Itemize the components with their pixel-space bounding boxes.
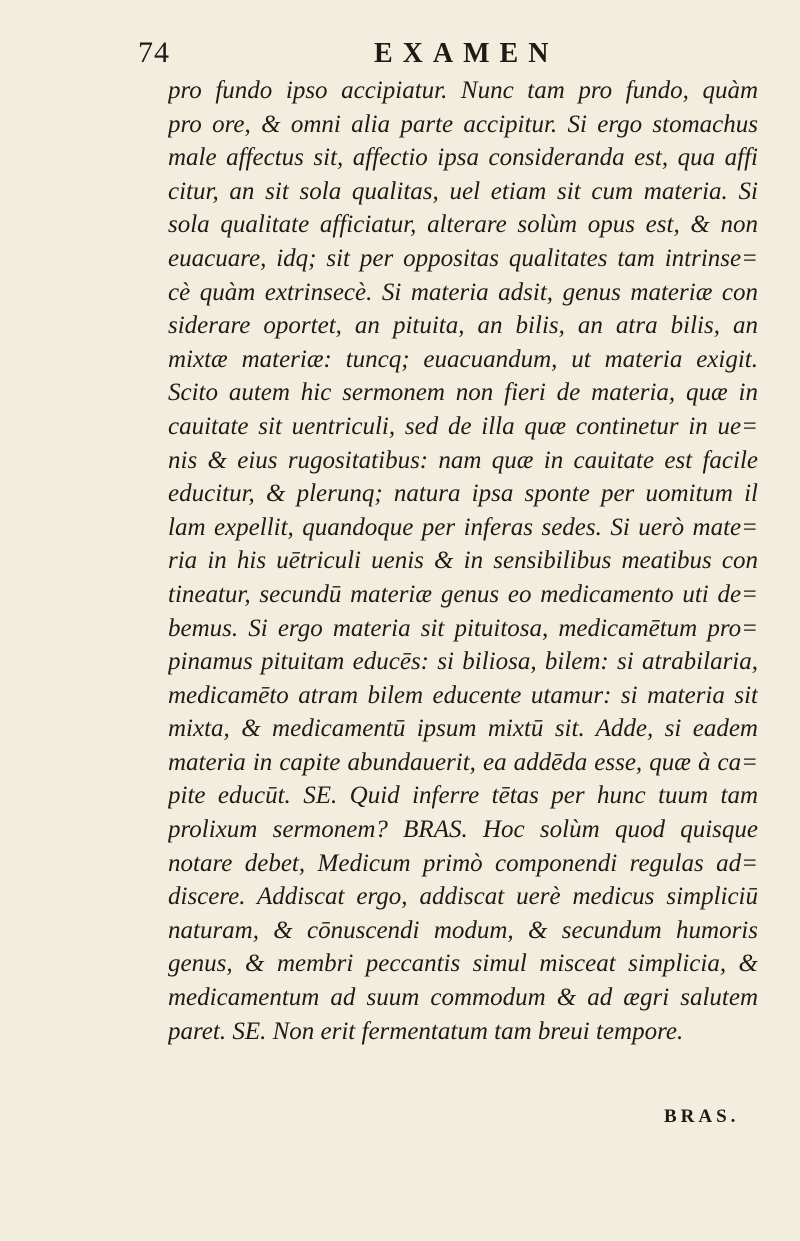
text-line: sola qualitate afficiatur, alterare solùm opus est, & non [168,211,758,239]
text-line: lam expellit, quandoque per inferas sedes. Si uerò mate= [168,513,758,541]
running-head: EXAMEN [374,38,559,69]
text-line: naturam, & cōnuscendi modum, & secundum humoris [168,916,758,944]
text-line: pinamus pituitam educēs: si biliosa, bilem: si atrabilaria, [168,648,758,676]
text-line: siderare oportet, an pituita, an bilis, an atra bilis, an [168,312,758,340]
body-text [168,74,758,1048]
text-line: medicamentum ad suum commodum & ad ægri salutem [168,984,758,1012]
catchword: BRAS. [664,1106,740,1127]
text-line: prolixum sermonem? BRAS. Hoc solùm quod quisque [168,816,758,844]
text-line: Scito autem hic sermonem non fieri de materia, quæ in [168,379,758,407]
page-header [138,36,758,76]
text-line: genus, & membri peccantis simul misceat simplicia, & [168,950,758,978]
text-line: cauitate sit uentriculi, sed de illa quæ continetur in ue= [168,412,758,440]
text-line: notare debet, Medicum primò componendi regulas ad= [168,849,758,877]
text-line: tineatur, secundū materiæ genus eo medicamento uti de= [168,580,758,608]
text-line: bemus. Si ergo materia sit pituitosa, medicamētum pro= [168,614,758,642]
text-line: pro ore, & omni alia parte accipitur. Si ergo stomachus [168,110,758,138]
text-line: euacuare, idq; sit per oppositas qualitates tam intrinse= [168,244,758,272]
text-line: citur, an sit sola qualitas, uel etiam sit cum materia. Si [168,177,758,205]
text-line: medicamēto atram bilem educente utamur: si materia sit [168,681,758,709]
text-line: mixtæ materiæ: tuncq; euacuandum, ut materia exigit. [168,345,758,373]
text-line: pro fundo ipso accipiatur. Nunc tam pro fundo, quàm [168,77,758,104]
text-line: educitur, & plerunq; natura ipsa sponte per uomitum il [168,480,758,508]
page-number: 74 [138,36,170,69]
text-line: pite educūt. SE. Quid inferre tētas per hunc tuum tam [168,782,758,810]
text-line: materia in capite abundauerit, ea addēda esse, quæ à ca= [168,748,758,776]
text-line: cè quàm extrinsecè. Si materia adsit, genus materiæ con [168,278,758,306]
text-line: paret. SE. Non erit fermentatum tam breui tempore. [168,1017,684,1045]
text-line: mixta, & medicamentū ipsum mixtū sit. Adde, si eadem [168,715,758,743]
text-line: discere. Addiscat ergo, addiscat uerè medicus simpliciū [168,883,758,911]
text-line: ria in his uētriculi uenis & in sensibilibus meatibus con [168,547,758,575]
text-line: nis & eius rugositatibus: nam quæ in cauitate est facile [168,446,758,474]
text-line: male affectus sit, affectio ipsa consideranda est, qua affi [168,144,758,172]
